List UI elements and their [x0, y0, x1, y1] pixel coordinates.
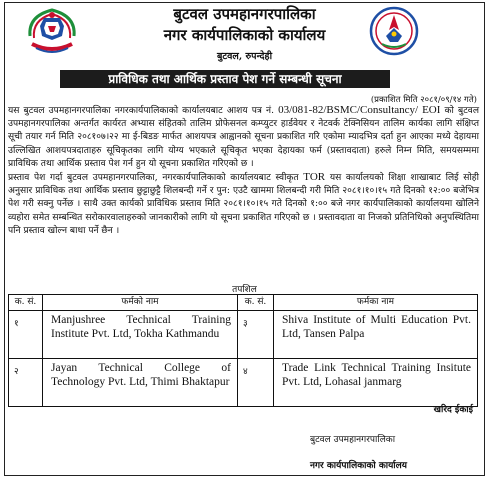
- footer-office-name: नगर कार्यपालिकाको कार्यालय: [310, 461, 407, 471]
- schedule-label: तपशिल: [232, 285, 257, 295]
- table-header-row: [9, 295, 478, 311]
- header-location: बुटवल, रुपन्देही: [216, 51, 273, 62]
- paragraph-1-intro: यस बुटवल उपमहानगरपालिका नगरकार्यपालिकाको कार्यालयबाट आशय पत्र नं.: [8, 106, 274, 116]
- column-header-firm-name-2: फर्मका नाम: [274, 295, 478, 311]
- paragraph-1: [8, 104, 479, 171]
- paragraph-2-intro: प्रस्ताव पेश गर्दा बुटवल उपमहानगरपालिका, नगरकार्यपालिकाको कार्यालयबाट स्वीकृत: [8, 173, 299, 184]
- firm-name: Jayan Technical College of Technology Pvt. Ltd, Thimi Bhaktapur: [43, 359, 238, 407]
- header-municipality-name: बुटवल उपमहानगरपालिका: [173, 5, 316, 23]
- paragraph-2: [8, 171, 479, 238]
- serial-number: १: [9, 311, 43, 359]
- notice-body: [8, 104, 479, 238]
- firm-name: Manjushree Technical Training Institute Pvt. Ltd, Tokha Kathmandu: [43, 311, 238, 359]
- serial-number: ४: [238, 359, 274, 407]
- serial-number: २: [9, 359, 43, 407]
- paragraph-2-text: यस कार्यालयको शिक्षा शाखाबाट लिई सोही अनुसार प्राविधिक तथा आर्थिक प्रस्ताव छुट्टाछुट्टै शिलबन्दी गर्ने र पुन: एउटै खाममा शिलबन्दी गरी मिति २०८१।१०।१५ गते दिनको १२:०० बजेभित्र पेश गरी सक्नु पर्नेछ । साथै उक्त कार्यको प्राविधिक प्रस्ताव मिति २०८१।१०।१५ गते दिनको १:०० बजे नगर कार्यपालिकाको कार्यालयमा खोलिने व्यहोरा समेत सम्बन्धित सरोकारवालाहरुको जानकारीको लागि यो सूचना प्रकाशित गरिएको छ । प्रस्तावदाता वा निजको प्रतिनिधिको अनुपस्थितिमा पनि प्रस्ताव खोल्न बाधा पर्ने छैन ।: [8, 173, 479, 236]
- procurement-unit-label: खरिद ईकाई: [433, 405, 473, 415]
- firm-name: Trade Link Technical Training Insitute Pvt. Ltd, Lohasal janmarg: [274, 359, 478, 407]
- tor-label: TOR: [303, 171, 326, 184]
- firm-list-table: [8, 294, 478, 407]
- paragraph-1-text: को बुटवल उपमहानगरपालिका अन्तर्गत कार्यरत अभ्यास संहितको तालिम प्रोफेसनल कम्प्युटर हार्डवेयर र नेटवर्क टेक्निसियन तालिम कार्यका लागि संक्षिप्त सूची तयार गर्न मिति २०८१०७।२२ मा ई-बिडङ मार्फत आशयपत्र आह्वानको सूचना प्रकाशित गरि एकोमा म्यादभित्र दर्ता हुन आएका मध्ये देहायमा उल्लिखित आशयपत्रदाताहरु सूचिकृतका लागि योग्य भएकाले सूचिकृत भएका देहायका फर्म (प्रस्तावदाता) हरुले निम्न मिति, समयसम्ममा प्राविधिक तथा आर्थिक प्रस्ताव पेश गर्न हुन यो सूचना प्रकाशित गरिएको छ ।: [8, 106, 480, 169]
- table-row: [9, 359, 478, 407]
- serial-number: ३: [238, 311, 274, 359]
- table-row: [9, 311, 478, 359]
- firm-name: Shiva Institute of Multi Education Pvt. Ltd, Tansen Palpa: [274, 311, 478, 359]
- column-header-firm-name-1: फर्मको नाम: [43, 295, 238, 311]
- notice-title: प्राविधिक तथा आर्थिक प्रस्ताव पेश गर्ने सम्बन्धी सूचना: [60, 70, 390, 88]
- column-header-sn-1: क. सं.: [9, 295, 43, 311]
- header-office-name: नगर कार्यपालिकाको कार्यालय: [163, 26, 326, 44]
- column-header-sn-2: क. सं.: [238, 295, 274, 311]
- footer-municipality-name: बुटवल उपमहानगरपालिका: [310, 435, 396, 445]
- publish-date: (प्रकाशित मिति २०८१/०९/१४ गते): [370, 95, 477, 105]
- eoi-reference-number: 03/081-82/BSMC/Consultancy/ EOI: [278, 104, 441, 116]
